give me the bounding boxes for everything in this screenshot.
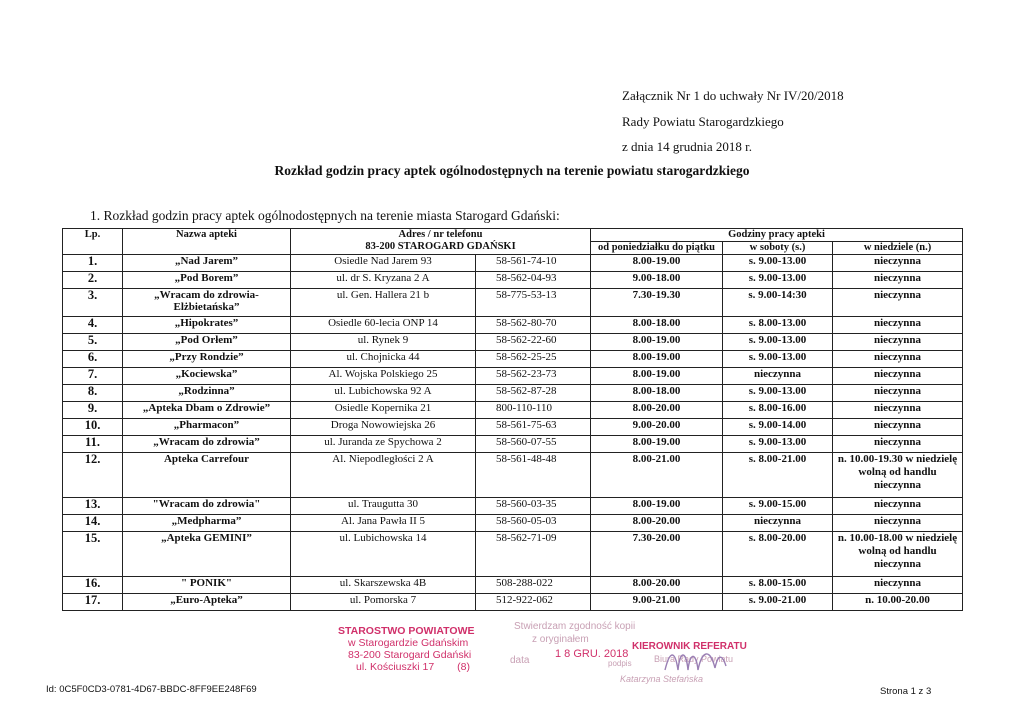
row-lp: 10.: [63, 419, 123, 436]
row-address: ul. Skarszewska 4B: [291, 577, 476, 594]
row-lp: 1.: [63, 255, 123, 272]
row-phone: 58-562-22-60: [476, 334, 591, 351]
row-saturday-hours: nieczynna: [723, 368, 833, 385]
row-phone: 58-560-07-55: [476, 436, 591, 453]
certify-date: 1 8 GRU. 2018: [555, 648, 629, 660]
row-lp: 14.: [63, 515, 123, 532]
header-line-3: z dnia 14 grudnia 2018 r.: [622, 139, 752, 154]
row-address: ul. Lubichowska 14: [291, 532, 476, 577]
table-row: [63, 289, 963, 317]
row-saturday-hours: s. 9.00-14:30: [723, 289, 833, 317]
row-saturday-hours: s. 8.00-15.00: [723, 577, 833, 594]
row-phone: 58-562-04-93: [476, 272, 591, 289]
role-stamp-line2: Biura Rady Powiatu: [654, 654, 734, 664]
row-name: „Pharmacon”: [123, 419, 291, 436]
row-address: Al. Jana Pawła II 5: [291, 515, 476, 532]
row-address: ul. Traugutta 30: [291, 498, 476, 515]
header-hours: Godziny pracy apteki: [591, 229, 963, 242]
row-phone: 58-562-80-70: [476, 317, 591, 334]
row-lp: 5.: [63, 334, 123, 351]
office-stamp-line1: STAROSTWO POWIATOWE: [338, 625, 475, 637]
row-lp: 4.: [63, 317, 123, 334]
table-row: [63, 594, 963, 611]
row-weekday-hours: 8.00-19.00: [591, 436, 723, 453]
row-phone: 508-288-022: [476, 577, 591, 594]
header-line-1: Załącznik Nr 1 do uchwały Nr IV/20/2018: [622, 88, 844, 103]
row-weekday-hours: 8.00-19.00: [591, 498, 723, 515]
row-saturday-hours: s. 9.00-13.00: [723, 351, 833, 368]
row-saturday-hours: s. 9.00-14.00: [723, 419, 833, 436]
row-saturday-hours: nieczynna: [723, 515, 833, 532]
row-name: "Wracam do zdrowia": [123, 498, 291, 515]
header-sunday: w niedziele (n.): [833, 242, 963, 255]
row-weekday-hours: 8.00-18.00: [591, 385, 723, 402]
section-subtitle: 1. Rozkład godzin pracy aptek ogólnodostępnych na terenie miasta Starogard Gdański:: [90, 208, 560, 223]
row-name: „Nad Jarem”: [123, 255, 291, 272]
page-number: Strona 1 z 3: [880, 686, 932, 697]
header-weekday: od poniedziałku do piątku: [591, 242, 723, 255]
header-name: Nazwa apteki: [123, 229, 291, 255]
row-address: ul. Lubichowska 92 A: [291, 385, 476, 402]
row-weekday-hours: 9.00-18.00: [591, 272, 723, 289]
row-address: ul. Chojnicka 44: [291, 351, 476, 368]
table-row: [63, 515, 963, 532]
row-name: „Kociewska”: [123, 368, 291, 385]
row-weekday-hours: 8.00-19.00: [591, 334, 723, 351]
row-name: „Apteka Dbam o Zdrowie”: [123, 402, 291, 419]
role-stamp-line1: KIEROWNIK REFERATU: [632, 641, 747, 652]
row-phone: 58-561-75-63: [476, 419, 591, 436]
row-lp: 3.: [63, 289, 123, 317]
row-address: Osiedle Nad Jarem 93: [291, 255, 476, 272]
header-line-2: Rady Powiatu Starogardzkiego: [622, 114, 784, 129]
header-address-line2: 83-200 STAROGARD GDAŃSKI: [365, 241, 516, 252]
row-name: „Euro-Apteka”: [123, 594, 291, 611]
row-saturday-hours: s. 8.00-21.00: [723, 453, 833, 498]
row-sunday-hours: n. 10.00-19.30 w niedzielę wolną od handlu nieczynna: [833, 453, 963, 498]
row-name: „Apteka GEMINI”: [123, 532, 291, 577]
row-saturday-hours: s. 8.00-20.00: [723, 532, 833, 577]
row-phone: 58-562-25-25: [476, 351, 591, 368]
office-stamp-line3: 83-200 Starogard Gdański: [348, 649, 472, 661]
table-row: [63, 334, 963, 351]
row-lp: 15.: [63, 532, 123, 577]
header-saturday: w soboty (s.): [723, 242, 833, 255]
row-phone: 58-560-03-35: [476, 498, 591, 515]
row-name: „Przy Rondzie”: [123, 351, 291, 368]
row-saturday-hours: s. 8.00-16.00: [723, 402, 833, 419]
table-row: [63, 402, 963, 419]
row-address: ul. Rynek 9: [291, 334, 476, 351]
row-sunday-hours: nieczynna: [833, 368, 963, 385]
office-stamp: [338, 625, 475, 673]
row-saturday-hours: s. 8.00-13.00: [723, 317, 833, 334]
row-weekday-hours: 8.00-20.00: [591, 515, 723, 532]
row-sunday-hours: nieczynna: [833, 272, 963, 289]
row-address: Osiedle Kopernika 21: [291, 402, 476, 419]
row-saturday-hours: s. 9.00-15.00: [723, 498, 833, 515]
row-phone: 58-775-53-13: [476, 289, 591, 317]
document-id: Id: 0C5F0CD3-0781-4D67-BBDC-8FF9EE248F69: [46, 684, 257, 695]
row-sunday-hours: n. 10.00-18.00 w niedzielę wolną od handlu nieczynna: [833, 532, 963, 577]
row-lp: 11.: [63, 436, 123, 453]
certify-stamp-line1: Stwierdzam zgodność kopii: [514, 621, 636, 632]
table-row: [63, 255, 963, 272]
row-phone: 58-562-71-09: [476, 532, 591, 577]
row-lp: 8.: [63, 385, 123, 402]
office-stamp-line4: ul. Kościuszki 17 (8): [356, 661, 470, 673]
row-address: Droga Nowowiejska 26: [291, 419, 476, 436]
table-row: [63, 436, 963, 453]
row-address: ul. dr S. Kryzana 2 A: [291, 272, 476, 289]
row-name: „Pod Borem”: [123, 272, 291, 289]
row-phone: 58-561-48-48: [476, 453, 591, 498]
row-phone: 58-560-05-03: [476, 515, 591, 532]
row-name: „Hipokrates”: [123, 317, 291, 334]
certify-date-label: data: [510, 655, 530, 666]
row-address: ul. Juranda ze Spychowa 2: [291, 436, 476, 453]
row-sunday-hours: nieczynna: [833, 515, 963, 532]
row-weekday-hours: 8.00-18.00: [591, 317, 723, 334]
row-name: „Pod Orłem”: [123, 334, 291, 351]
row-phone: 58-562-87-28: [476, 385, 591, 402]
row-name: „Wracam do zdrowia”: [123, 436, 291, 453]
row-address: ul. Gen. Hallera 21 b: [291, 289, 476, 317]
row-weekday-hours: 8.00-19.00: [591, 368, 723, 385]
row-address: Osiedle 60-lecia ONP 14: [291, 317, 476, 334]
row-name: „Medpharma”: [123, 515, 291, 532]
row-lp: 16.: [63, 577, 123, 594]
header-address-line1: Adres / nr telefonu: [398, 229, 483, 240]
row-saturday-hours: s. 9.00-13.00: [723, 334, 833, 351]
row-saturday-hours: s. 9.00-13.00: [723, 436, 833, 453]
document-title: Rozkład godzin pracy aptek ogólnodostępnych na terenie powiatu starogardzkiego: [274, 163, 750, 178]
row-saturday-hours: s. 9.00-21.00: [723, 594, 833, 611]
row-lp: 12.: [63, 453, 123, 498]
signature-icon: [660, 640, 730, 684]
row-lp: 9.: [63, 402, 123, 419]
row-lp: 13.: [63, 498, 123, 515]
row-phone: 800-110-110: [476, 402, 591, 419]
row-address: Al. Wojska Polskiego 25: [291, 368, 476, 385]
row-address: Al. Niepodległości 2 A: [291, 453, 476, 498]
pharmacy-hours-table: [62, 228, 963, 611]
table-row: [63, 498, 963, 515]
row-sunday-hours: nieczynna: [833, 317, 963, 334]
row-phone: 512-922-062: [476, 594, 591, 611]
row-lp: 2.: [63, 272, 123, 289]
row-weekday-hours: 8.00-19.00: [591, 351, 723, 368]
row-sunday-hours: nieczynna: [833, 402, 963, 419]
row-phone: 58-562-23-73: [476, 368, 591, 385]
row-weekday-hours: 8.00-21.00: [591, 453, 723, 498]
row-weekday-hours: 8.00-19.00: [591, 255, 723, 272]
row-name: " PONIK": [123, 577, 291, 594]
row-sunday-hours: nieczynna: [833, 289, 963, 317]
row-lp: 7.: [63, 368, 123, 385]
table-row: [63, 317, 963, 334]
row-address: ul. Pomorska 7: [291, 594, 476, 611]
row-saturday-hours: s. 9.00-13.00: [723, 385, 833, 402]
signer-name: Katarzyna Stefańska: [620, 674, 704, 684]
row-saturday-hours: s. 9.00-13.00: [723, 272, 833, 289]
table-row: [63, 351, 963, 368]
row-weekday-hours: 8.00-20.00: [591, 402, 723, 419]
header-address: [291, 229, 591, 255]
row-sunday-hours: nieczynna: [833, 351, 963, 368]
certify-stamp-line2: z oryginałem: [532, 634, 589, 645]
header-lp: Lp.: [63, 229, 123, 255]
table-row: [63, 368, 963, 385]
table-row: [63, 272, 963, 289]
table-row: [63, 532, 963, 577]
row-sunday-hours: nieczynna: [833, 334, 963, 351]
table-row: [63, 419, 963, 436]
row-phone: 58-561-74-10: [476, 255, 591, 272]
row-sunday-hours: n. 10.00-20.00: [833, 594, 963, 611]
table-row: [63, 577, 963, 594]
row-weekday-hours: 8.00-20.00: [591, 577, 723, 594]
row-sunday-hours: nieczynna: [833, 436, 963, 453]
row-name: „Wracam do zdrowia-Elżbietańska”: [123, 289, 291, 317]
row-sunday-hours: nieczynna: [833, 577, 963, 594]
row-sunday-hours: nieczynna: [833, 419, 963, 436]
row-lp: 6.: [63, 351, 123, 368]
row-weekday-hours: 9.00-20.00: [591, 419, 723, 436]
row-saturday-hours: s. 9.00-13.00: [723, 255, 833, 272]
row-sunday-hours: nieczynna: [833, 385, 963, 402]
row-lp: 17.: [63, 594, 123, 611]
row-weekday-hours: 7.30-19.30: [591, 289, 723, 317]
table-row: [63, 453, 963, 498]
table-row: [63, 385, 963, 402]
row-weekday-hours: 9.00-21.00: [591, 594, 723, 611]
row-sunday-hours: nieczynna: [833, 255, 963, 272]
certify-sign-label: podpis: [608, 659, 632, 668]
row-sunday-hours: nieczynna: [833, 498, 963, 515]
row-name: „Rodzinna”: [123, 385, 291, 402]
row-name: Apteka Carrefour: [123, 453, 291, 498]
office-stamp-line2: w Starogardzie Gdańskim: [348, 637, 469, 649]
row-weekday-hours: 7.30-20.00: [591, 532, 723, 577]
